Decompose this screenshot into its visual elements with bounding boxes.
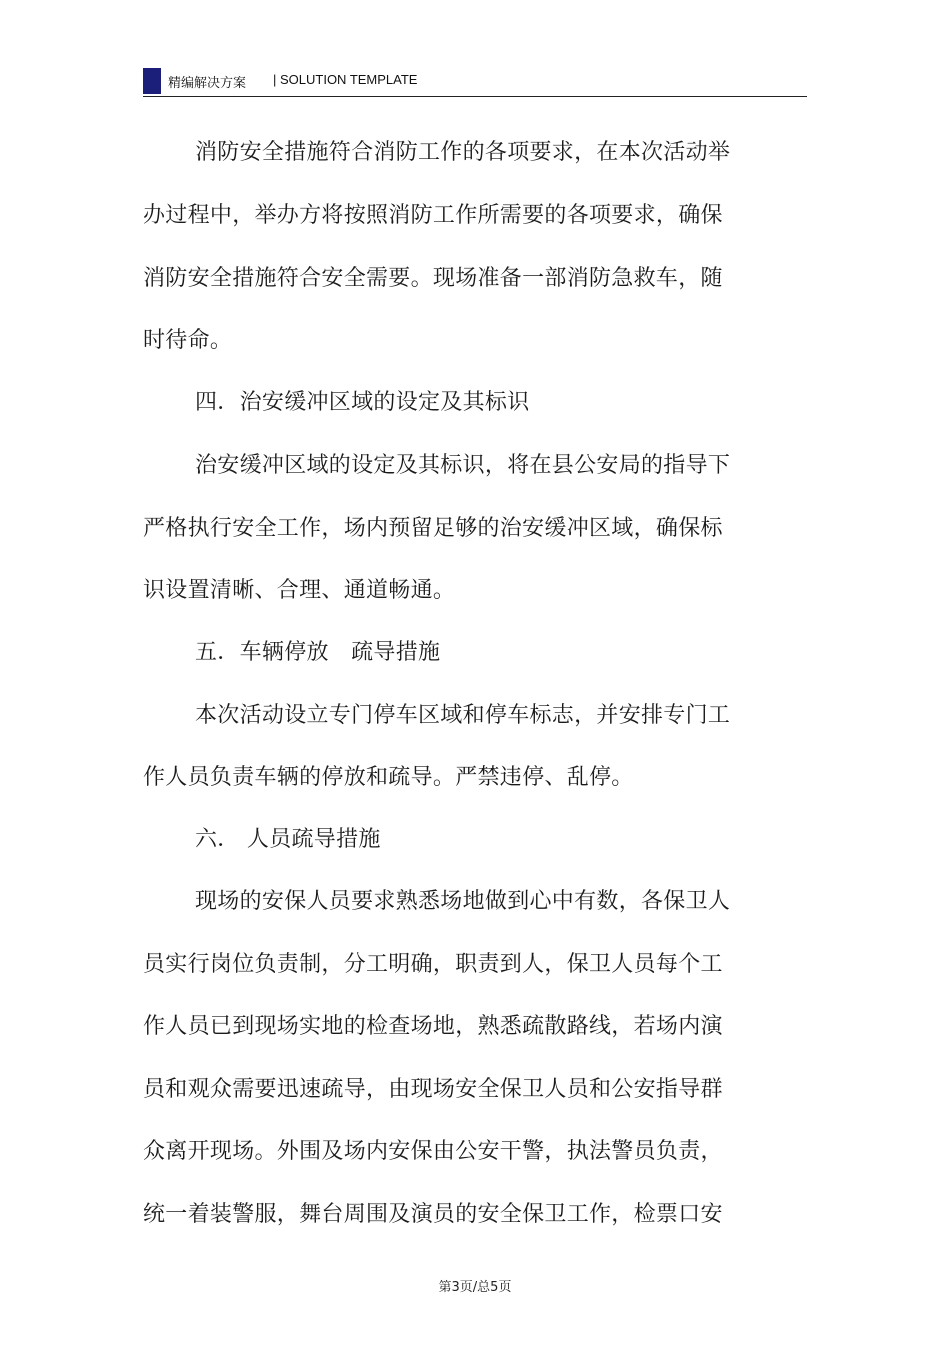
body-line: 员和观众需要迅速疏导，由现场安全保卫人员和公安指导群	[143, 1077, 723, 1102]
body-line: 治安缓冲区域的设定及其标识，将在县公安局的指导下	[195, 453, 731, 478]
body-line: 作人员负责车辆的停放和疏导。严禁违停、乱停。	[143, 765, 634, 790]
body-line: 消防安全措施符合安全需要。现场准备一部消防急救车，随	[143, 266, 723, 291]
body-line: 本次活动设立专门停车区域和停车标志，并安排专门工	[195, 703, 731, 728]
body-line: 办过程中，举办方将按照消防工作所需要的各项要求，确保	[143, 203, 723, 228]
body-line: 统一着装警服，舞台周围及演员的安全保卫工作，检票口安	[143, 1202, 723, 1227]
body-line: 现场的安保人员要求熟悉场地做到心中有数，各保卫人	[195, 889, 731, 914]
page-number: 第3页/总5页	[438, 1280, 512, 1295]
logo-icon	[143, 68, 161, 94]
section-heading: 五．车辆停放 疏导措施	[195, 640, 441, 665]
section-heading: 六． 人员疏导措施	[195, 827, 381, 852]
body-line: 严格执行安全工作，场内预留足够的治安缓冲区域，确保标	[143, 516, 723, 541]
body-line: 众离开现场。外围及场内安保由公安干警，执法警员负责，	[143, 1139, 723, 1164]
page-header	[143, 66, 807, 97]
body-line: 时待命。	[143, 328, 233, 353]
body-line: 作人员已到现场实地的检查场地，熟悉疏散路线，若场内演	[143, 1014, 723, 1039]
body-line: 员实行岗位负责制，分工明确，职责到人，保卫人员每个工	[143, 952, 723, 977]
header-brand: 精编解决方案	[168, 76, 247, 91]
section-heading: 四．治安缓冲区域的设定及其标识	[195, 390, 530, 415]
body-line: 识设置清晰、合理、通道畅通。	[143, 578, 456, 603]
header-tag: | SOLUTION TEMPLATE	[273, 72, 418, 87]
body-line: 消防安全措施符合消防工作的各项要求，在本次活动举	[195, 140, 731, 165]
